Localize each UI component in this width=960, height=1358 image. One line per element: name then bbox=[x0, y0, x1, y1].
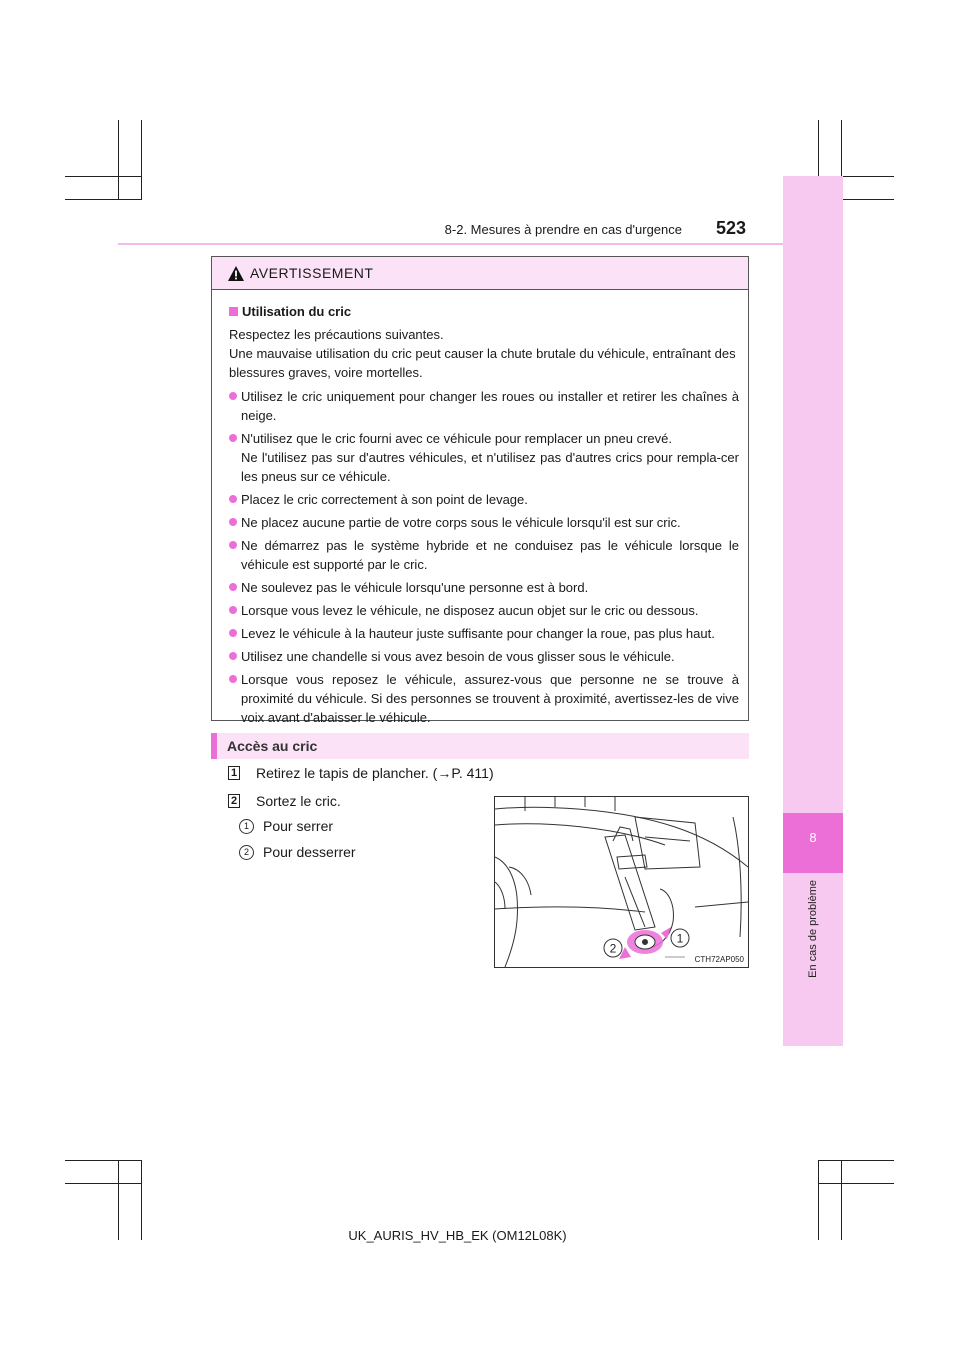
warning-bullet: Ne placez aucune partie de votre corps sous le véhicule lorsqu'il est sur cric. bbox=[229, 513, 739, 532]
warning-subheading-text: Utilisation du cric bbox=[242, 304, 352, 319]
warning-bullet: Ne soulevez pas le véhicule lorsqu'une personne est à bord. bbox=[229, 578, 739, 597]
callout-number: 1 bbox=[676, 931, 684, 946]
warning-intro-line: Respectez les précautions suivantes. bbox=[229, 327, 444, 342]
warning-bullet-line: Ne l'utilisez pas sur d'autres véhicules, et n'utilisez pas d'autres crics pour rempla-cer les pneus sur ce véhicule. bbox=[241, 450, 739, 484]
warning-box bbox=[211, 256, 749, 725]
sub-step-2 bbox=[239, 844, 356, 860]
footer-text: UK_AURIS_HV_HB_EK (OM12L08K) bbox=[348, 1228, 567, 1243]
step-2 bbox=[228, 793, 341, 809]
section-title: 8-2. Mesures à prendre en cas d'urgence bbox=[444, 222, 682, 237]
sub-step-text: Pour serrer bbox=[263, 818, 334, 834]
step-number: 1 bbox=[228, 766, 240, 780]
warning-header bbox=[212, 257, 748, 290]
access-heading: Accès au cric bbox=[227, 738, 318, 754]
warning-bullet: Utilisez le cric uniquement pour changer les roues ou installer et retirer les chaînes à neige. bbox=[229, 387, 739, 425]
warning-bullet bbox=[229, 429, 739, 486]
warning-subheading bbox=[229, 302, 739, 321]
warning-bullet: Ne démarrez pas le système hybride et ne conduisez pas le véhicule lorsque le véhicule est supporté par le cric. bbox=[229, 536, 739, 574]
step-text: Retirez le tapis de plancher. (→P. 411) bbox=[256, 765, 494, 781]
warning-intro bbox=[229, 325, 739, 382]
figure-code: CTH72AP050 bbox=[694, 955, 744, 964]
crop-mark bbox=[65, 176, 141, 177]
warning-bullet: Levez le véhicule à la hauteur juste suffisante pour changer la roue, pas plus haut. bbox=[229, 624, 739, 643]
heading-accent-bar bbox=[211, 733, 217, 759]
footer bbox=[0, 1228, 960, 1243]
circled-number: 2 bbox=[239, 845, 254, 860]
step-1 bbox=[228, 765, 494, 781]
crop-mark bbox=[65, 1183, 141, 1184]
crop-mark bbox=[65, 1160, 141, 1161]
warning-bullet: Lorsque vous reposez le véhicule, assurez-vous que personne ne se trouve à proximité du véhicule. Si des personnes se trouvent à proximité, avertissez-les de vive voix avant d'abaisser le véhicule. bbox=[229, 670, 739, 727]
sub-step-1 bbox=[239, 818, 333, 834]
step-number: 2 bbox=[228, 794, 240, 808]
circled-number: 1 bbox=[239, 819, 254, 834]
jack-illustration bbox=[494, 796, 749, 968]
chapter-number: 8 bbox=[809, 830, 817, 845]
header-divider bbox=[118, 243, 783, 245]
warning-intro-line: Une mauvaise utilisation du cric peut causer la chute brutale du véhicule, entraînant des blessures graves, voire mortelles. bbox=[229, 346, 736, 380]
warning-bullet-line: N'utilisez que le cric fourni avec ce véhicule pour remplacer un pneu crevé. bbox=[241, 431, 672, 446]
callout-number: 2 bbox=[609, 941, 617, 956]
crop-mark bbox=[65, 199, 141, 200]
warning-title: AVERTISSEMENT bbox=[250, 265, 374, 281]
jack-drawing bbox=[495, 797, 748, 967]
chapter-title-container bbox=[783, 880, 843, 1030]
crop-mark bbox=[141, 120, 142, 200]
crop-mark bbox=[818, 1160, 894, 1161]
warning-bullet-list bbox=[229, 387, 739, 727]
square-bullet-icon bbox=[229, 307, 238, 316]
crop-mark bbox=[118, 120, 119, 200]
sub-step-text: Pour desserrer bbox=[263, 844, 356, 860]
access-heading-bar bbox=[211, 733, 749, 759]
crop-mark bbox=[818, 1183, 894, 1184]
warning-body bbox=[212, 290, 748, 727]
chapter-title: En cas de problème bbox=[807, 880, 819, 978]
warning-bullet: Lorsque vous levez le véhicule, ne disposez aucun objet sur le cric ou dessous. bbox=[229, 601, 739, 620]
warning-bullet: Placez le cric correctement à son point de levage. bbox=[229, 490, 739, 509]
warning-bullet: Utilisez une chandelle si vous avez besoin de vous glisser sous le véhicule. bbox=[229, 647, 739, 666]
warning-triangle-icon bbox=[228, 266, 244, 281]
page-number: 523 bbox=[716, 218, 747, 238]
step-text: Sortez le cric. bbox=[256, 793, 341, 809]
